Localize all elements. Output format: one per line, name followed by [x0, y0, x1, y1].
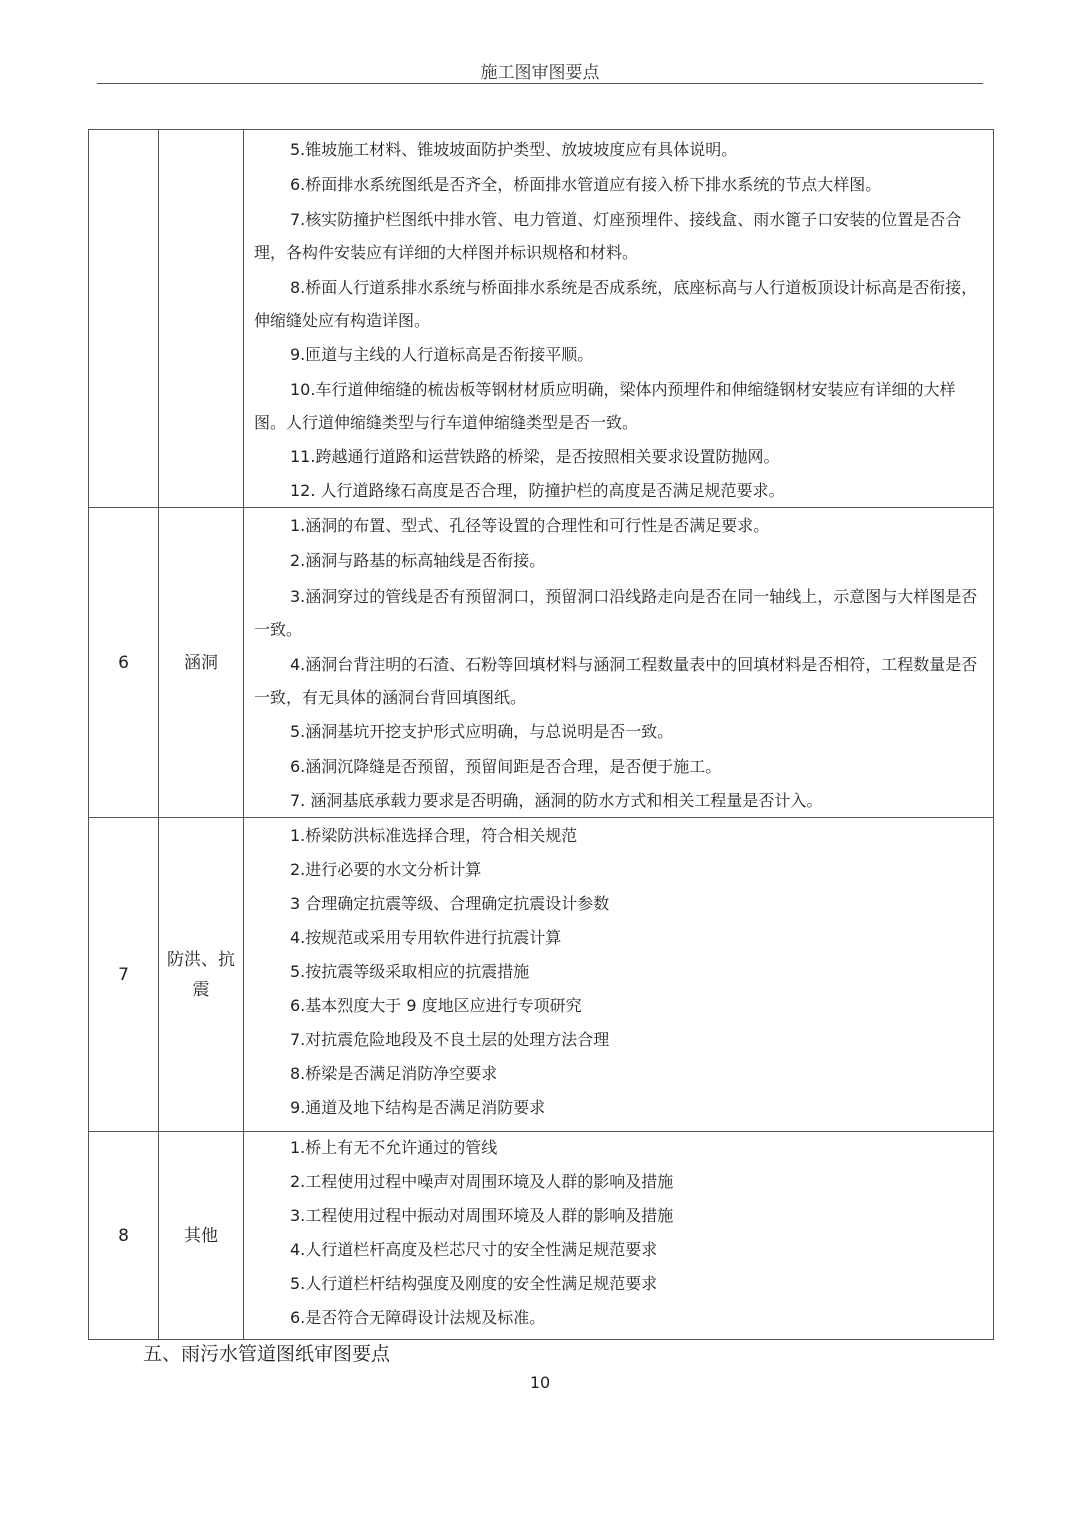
list-item: 4.涵洞台背注明的石渣、石粉等回填材料与涵洞工程数量表中的回填材料是否相符，工程数量是否一致，有无具体的涵洞台背回填图纸。: [254, 655, 978, 707]
row-items: [244, 130, 994, 508]
row-category: [159, 130, 244, 508]
list-item: 2.工程使用过程中噪声对周围环境及人群的影响及措施: [290, 1172, 674, 1191]
page-number: 10: [529, 1373, 551, 1392]
row-category-label: 防洪、抗震: [167, 949, 235, 1000]
table-row: [89, 508, 994, 818]
list-item: 5.人行道栏杆结构强度及刚度的安全性满足规范要求: [290, 1274, 658, 1293]
row-category: 其他: [159, 1132, 244, 1340]
list-item: 1.涵洞的布置、型式、孔径等设置的合理性和可行性是否满足要求。: [290, 516, 770, 535]
header-divider: [97, 83, 983, 84]
list-item: 5.按抗震等级采取相应的抗震措施: [290, 962, 530, 981]
list-item: 3 合理确定抗震等级、合理确定抗震设计参数: [290, 894, 610, 913]
section-heading: 五、雨污水管道图纸审图要点: [143, 1343, 391, 1365]
table-row: [89, 130, 994, 508]
list-item: 8.桥面人行道系排水系统与桥面排水系统是否成系统，底座标高与人行道板顶设计标高是否衔接，伸缩缝处应有构造详图。: [254, 278, 978, 330]
row-number: 8: [89, 1132, 159, 1340]
list-item: 7.核实防撞护栏图纸中排水管、电力管道、灯座预埋件、接线盒、雨水篦子口安装的位置是否合理，各构件安装应有详细的大样图并标识规格和材料。: [254, 210, 962, 262]
review-points-table: [88, 129, 994, 1340]
row-number: 7: [89, 818, 159, 1132]
list-item: 2.涵洞与路基的标高轴线是否衔接。: [290, 551, 546, 570]
table-row: [89, 1132, 994, 1340]
list-item: 5.涵洞基坑开挖支护形式应明确，与总说明是否一致。: [290, 722, 674, 741]
list-item: 3.涵洞穿过的管线是否有预留洞口，预留洞口沿线路走向是否在同一轴线上，示意图与大样图是否一致。: [254, 587, 978, 639]
list-item: 6.涵洞沉降缝是否预留，预留间距是否合理，是否便于施工。: [290, 757, 722, 776]
list-item: 4.按规范或采用专用软件进行抗震计算: [290, 928, 562, 947]
row-category: [159, 818, 244, 1132]
list-item: 7.对抗震危险地段及不良土层的处理方法合理: [290, 1030, 610, 1049]
row-items: [244, 508, 994, 818]
list-item: 9.通道及地下结构是否满足消防要求: [290, 1098, 546, 1117]
list-item: 7. 涵洞基底承载力要求是否明确，涵洞的防水方式和相关工程量是否计入。: [290, 791, 823, 810]
row-items: [244, 818, 994, 1132]
list-item: 3.工程使用过程中振动对周围环境及人群的影响及措施: [290, 1206, 674, 1225]
row-number: 6: [89, 508, 159, 818]
page-header-title: 施工图审图要点: [480, 63, 600, 83]
row-number: [89, 130, 159, 508]
list-item: 4.人行道栏杆高度及栏芯尺寸的安全性满足规范要求: [290, 1240, 658, 1259]
list-item: 1.桥梁防洪标准选择合理，符合相关规范: [290, 826, 578, 845]
list-item: 10.车行道伸缩缝的梳齿板等钢材材质应明确，梁体内预埋件和伸缩缝钢材安装应有详细的大样图。人行道伸缩缝类型与行车道伸缩缝类型是否一致。: [254, 380, 956, 432]
list-item: 2.进行必要的水文分析计算: [290, 860, 482, 879]
list-item: 1.桥上有无不允许通过的管线: [290, 1138, 498, 1157]
list-item: 9.匝道与主线的人行道标高是否衔接平顺。: [290, 345, 594, 364]
list-item: 6.基本烈度大于 9 度地区应进行专项研究: [290, 996, 582, 1015]
list-item: 5.锥坡施工材料、锥坡坡面防护类型、放坡坡度应有具体说明。: [290, 140, 738, 159]
row-category: 涵洞: [159, 508, 244, 818]
list-item: 11.跨越通行道路和运营铁路的桥梁，是否按照相关要求设置防抛网。: [290, 447, 780, 466]
list-item: 6.桥面排水系统图纸是否齐全，桥面排水管道应有接入桥下排水系统的节点大样图。: [290, 175, 882, 194]
list-item: 12. 人行道路缘石高度是否合理，防撞护栏的高度是否满足规范要求。: [290, 481, 785, 500]
list-item: 8.桥梁是否满足消防净空要求: [290, 1064, 498, 1083]
row-items: [244, 1132, 994, 1340]
list-item: 6.是否符合无障碍设计法规及标准。: [290, 1308, 546, 1327]
table-row: [89, 818, 994, 1132]
